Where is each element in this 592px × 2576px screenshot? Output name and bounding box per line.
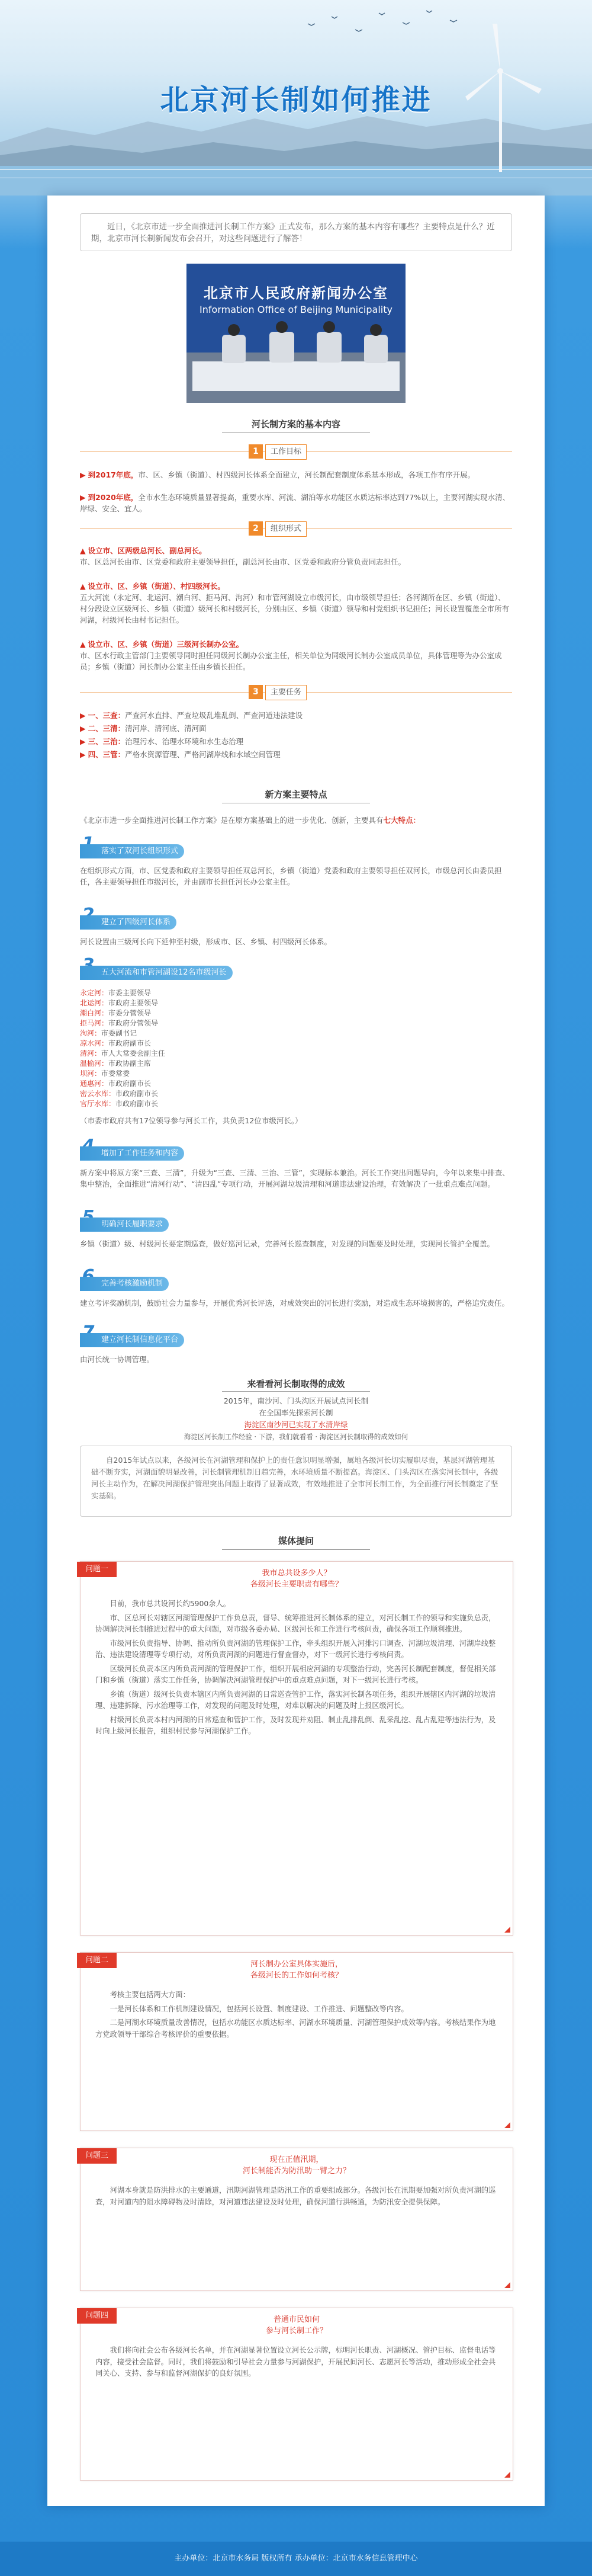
faq-tag: 问题三: [77, 2148, 117, 2164]
press-conference-photo: [186, 264, 406, 403]
feature-text: 乡镇（街道）级、村级河长要定期巡查，做好巡河记录，完善河长巡查制度，对发现的问题要及时处理，实现河长管护全覆盖。: [80, 1239, 495, 1248]
faq-question: 各级河长的工作如何考核？: [250, 1971, 343, 1980]
achieve-line: 海淀区南沙河已实现了水清岸绿: [244, 1420, 348, 1429]
faq-question: 我市总共设多少人？: [262, 1569, 332, 1578]
faq-answer: 河湖本身就是防洪排水的主要通道，汛期河湖管理是防汛工作的重要组成部分。各级河长在汛期要加强对所负责河湖的巡查，对河道内的阻水障碍物及时清除，对河道违法建设及时处理，确保河道行洪畅通，为防汛安全提供保障。: [95, 2186, 496, 2206]
page-title: 北京河长制如何推进: [160, 84, 432, 117]
feature-text: 在组织形式方面，市、区党委和政府主要领导担任双总河长，乡镇（街道）党委和政府主要领导担任双河长，市级总河长由委员担任，各主要领导担任市级河长，并由副市长担任河长办公室主任。: [80, 866, 502, 886]
list-item: 凉水河：市政府副市长: [80, 1039, 152, 1047]
faq-answer: 考核主要包括两大方面： 一是河长体系和工作机制建设情况，包括河长设置、制度建设、工作推进、问题整改等内容。 二是河湖水环境质量改善情况，包括水功能区水质达标率、河湖水环境质量、河湖管理保护成效等内容。考核结果作为地方党政领导干部综合考核评价的重要依据。: [95, 1991, 496, 2039]
section-title-achieve: 来看看河长制取得的成效: [247, 1379, 345, 1389]
faq-tag: 问题四: [77, 2308, 117, 2324]
faq-question: 河长制能否为防汛助一臂之力？: [242, 2167, 350, 2175]
article-card: [47, 196, 545, 2506]
hero-banner: [0, 0, 592, 196]
list-item: 北运河：市政府主要领导: [80, 999, 159, 1007]
list-item: 官厅水库：市政府副市长: [80, 1100, 159, 1108]
feature-text: 河长设置由三级河长向下延伸至村级，形成市、区、乡镇、村四级河长体系。: [80, 937, 332, 946]
feature-heading: 五大河流和市管河湖设12名市级河长: [80, 966, 233, 980]
bird-flock: [308, 11, 457, 31]
feature-heading: 增加了工作任务和内容: [80, 1146, 184, 1161]
achieve-summary-box: 自2015年试点以来，各级河长在河湖管理和保护上的责任意识明显增强，属地各级河长切实履职尽责，基层河湖管理基础不断夯实，河湖面貌明显改善，河长制管理机制日趋完善，水环境质量不断提高。海淀区、门头沟区在落实河长制中，各级河长主动作为，在解决河湖保护管理突出问题上取得了显著成效，有效地推进了全市河长制工作，为全面推行河长制奠定了坚实基础。: [80, 1446, 512, 1517]
goal-2017: ▶ 到2017年底，市、区、乡镇（街道）、村四级河长体系全面建立，河长制配套制度体系基本形成，各项工作有序开展。: [80, 470, 475, 479]
features-intro: 《北京市进一步全面推进河长制工作方案》是在原方案基础上的进一步优化、创新，主要具有七大特点：: [80, 816, 421, 825]
section-title-features: 新方案主要特点: [265, 789, 327, 800]
task-item: ▶ 四、三管：严格水资源管理、严格河湖岸线和水域空间管理: [80, 750, 281, 759]
faq-question: 各级河长主要职责有哪些？: [250, 1580, 343, 1589]
list-item: 永定河：市委主要领导: [80, 989, 152, 997]
list-item: 潮白河：市委分管领导: [80, 1009, 152, 1017]
achieve-line: 2015年，南沙河、门头沟区开展试点河长制: [223, 1396, 369, 1405]
task-item: ▶ 三、三治：治理污水、治理水环境和水生态治理: [80, 737, 244, 746]
faq-question: 普通市民如何: [273, 2315, 320, 2324]
section-divider: [222, 1391, 370, 1392]
faq-item: [80, 2308, 513, 2481]
list-item: 拒马河：市政府分管领导: [80, 1019, 159, 1027]
feature-text: 建立考评奖励机制，鼓励社会力量参与，开展优秀河长评选，对成效突出的河长进行奖励，对造成生态环境损害的，严格追究责任。: [80, 1299, 510, 1308]
faq-question: 参与河长制工作？: [265, 2327, 327, 2335]
feature-text: 新方案中将原方案“三查、三清”，升级为“三查、三清、三治、三管”，实现标本兼治。河长工作突出问题导向，今年以来集中排查、集中整治，全面推进“清河行动”、“清四乱”专项行动，开展河湖垃圾清理和河道违法建设治理，有效解决了一批重点难点问题。: [80, 1168, 510, 1188]
list-item: 泃河：市委副书记: [80, 1029, 137, 1037]
subsection-number: 2: [249, 521, 263, 536]
river-list-note: （市委市政府共有17位领导参与河长工作，共负责12位市级河长。）: [80, 1116, 303, 1125]
section-title-faq: 媒体提问: [278, 1536, 314, 1546]
feature-text: 由河长统一协调管理。: [80, 1355, 155, 1364]
intro-box: 近日，《北京市进一步全面推进河长制工作方案》正式发布，那么方案的基本内容有哪些？主要特点是什么？近期，北京市河长制新闻发布会召开，对这些问题进行了解答！: [80, 213, 512, 251]
photo-banner-cn: 北京市人民政府新闻办公室: [204, 285, 388, 302]
list-item: 坝河：市委常委: [80, 1069, 130, 1078]
goal-2020: ▶ 到2020年底，全市水生态环境质量显著提高，重要水库、河流、湖泊等水功能区水质达标率达到77%以上，主要河湖实现水清、岸绿、安全、宜人。: [80, 493, 510, 513]
task-item: ▶ 二、三清：清河岸、清河底、清河面: [80, 724, 207, 733]
corner-mark: [504, 2472, 510, 2478]
subsection-number: 3: [249, 685, 263, 699]
feature-heading: 明确河长履职要求: [80, 1217, 169, 1232]
photo-banner-en: Information Office of Beijing Municipality: [200, 304, 392, 315]
list-item: 通惠河：市政府副市长: [80, 1079, 152, 1088]
faq-tag: 问题二: [77, 1953, 117, 1968]
faq-question: 现在正值汛期，: [269, 2155, 324, 2164]
list-item: 清河：市人大常委会副主任: [80, 1049, 166, 1058]
task-item: ▶ 一、三查：严查河水直排、严查垃圾乱堆乱倒、严查河道违法建设: [80, 711, 303, 720]
faq-answer: 我们将向社会公布各级河长名单，并在河湖显著位置设立河长公示牌，标明河长职责、河湖概况、管护目标、监督电话等内容，接受社会监督。同时，我们将鼓励和引导社会力量参与河湖保护，开展民间河长、志愿河长等活动，推动形成全社会共同关心、支持、参与和监督河湖保护的良好氛围。: [95, 2346, 496, 2378]
corner-mark: [504, 2282, 510, 2288]
faq-item: [80, 1561, 513, 1936]
feature-heading: 完善考核激励机制: [80, 1277, 169, 1291]
subsection-label: 工作目标: [265, 444, 307, 460]
org-form-a: ▲ 设立市、区两级总河长、副总河长。 市、区总河长由市、区党委和政府主要领导担任，副总河长由市、区党委和政府分管负责同志担任。: [80, 546, 406, 566]
subsection-label: 主要任务: [265, 685, 307, 700]
river-leader-list: [80, 988, 376, 1109]
achieve-line: 在全国率先探索河长制: [259, 1408, 333, 1417]
faq-tag: 问题一: [77, 1562, 117, 1577]
faq-answer: 目前，我市总共设河长约5900余人。 市、区总河长对辖区河湖管理保护工作负总责，督导、统筹推进河长制体系的建立，对河长制工作的领导和实施负总责，协调解决河长制推进过程中的重大问题，对市级各委办局、区级河长和工作进行考核问责，确保各项工作顺利推进。 市级河长负责指导、协调、推动所负责河湖的管理保护工作，牵头组织开展入河排污口调查、河湖垃圾清理、河湖岸线整治、违法建设清理等专项行动，对所负责河湖的问题进行督查督办，对下一级河长进行考核问责。 区级河长负责本区内所负责河湖的管理保护工作，组织开展相应河湖的专项整治行动，完善河长制配套制度，督促相关部门和乡镇（街道）落实工作任务，协调解决河湖管理保护中的重点难点问题，对下一级河长进行考核。 乡镇（街道）级河长负责本辖区内所负责河湖的日常巡查管护工作，落实河长制各项任务，组织开展辖区内河湖的垃圾清理、违建拆除、污水治理等工作，对发现的问题及时处理，对难以解决的问题及时上报区级河长。 村级河长负责本村内河湖的日常巡查和管护工作，及时发现并劝阻、制止乱排乱倒、乱采乱挖、乱占乱建等违法行为，及时向上级河长报告，组织村民参与河湖保护工作。: [95, 1600, 496, 1735]
page-footer: 主办单位：北京市水务局 版权所有 承办单位：北京市水务信息管理中心: [0, 2542, 592, 2576]
feature-heading: 建立了四级河长体系: [80, 915, 176, 930]
section-divider: [222, 432, 370, 433]
list-item: 密云水库：市政府副市长: [80, 1090, 159, 1098]
section-title-basic: 河长制方案的基本内容: [251, 419, 340, 430]
corner-mark: [504, 2122, 510, 2128]
achieve-line: 海淀区河长制工作经验 · 下游，我们就看看 · 海淀区河长制取得的成效如何: [184, 1433, 408, 1441]
faq-item: [80, 1952, 513, 2131]
faq-item: [80, 2148, 513, 2291]
faq-question: 河长制办公室具体实施后，: [250, 1960, 343, 1969]
list-item: 温榆河：市政协副主席: [80, 1059, 152, 1068]
corner-mark: [504, 1927, 510, 1933]
feature-heading: 建立河长制信息化平台: [80, 1333, 184, 1347]
section-divider: [222, 1549, 370, 1550]
org-form-c: ▲ 设立市、区、乡镇（街道）三级河长制办公室。 市、区水行政主管部门主要领导同时担任同级河长制办公室主任，相关单位为同级河长制办公室成员单位，具体管理等为办公室成员；乡镇（街道）河长制办公室主任由乡镇长担任。: [80, 640, 502, 671]
subsection-number: 1: [249, 444, 263, 459]
feature-heading: 落实了双河长组织形式: [80, 844, 184, 858]
subsection-label: 组织形式: [265, 521, 307, 537]
org-form-b: ▲ 设立市、区、乡镇（街道）、村四级河长。 五大河流（永定河、北运河、潮白河、拒马河、泃河）和市管河湖设立市级河长，由市级领导担任；各河湖所在区、乡镇（街道）、村分段设立区级河长、乡镇（街道）级河长和村级河长，分别由区、乡镇（街道）领导和村党组织书记担任；河长设置覆盖全市所有河湖，村级河长由村书记担任。: [80, 582, 510, 624]
